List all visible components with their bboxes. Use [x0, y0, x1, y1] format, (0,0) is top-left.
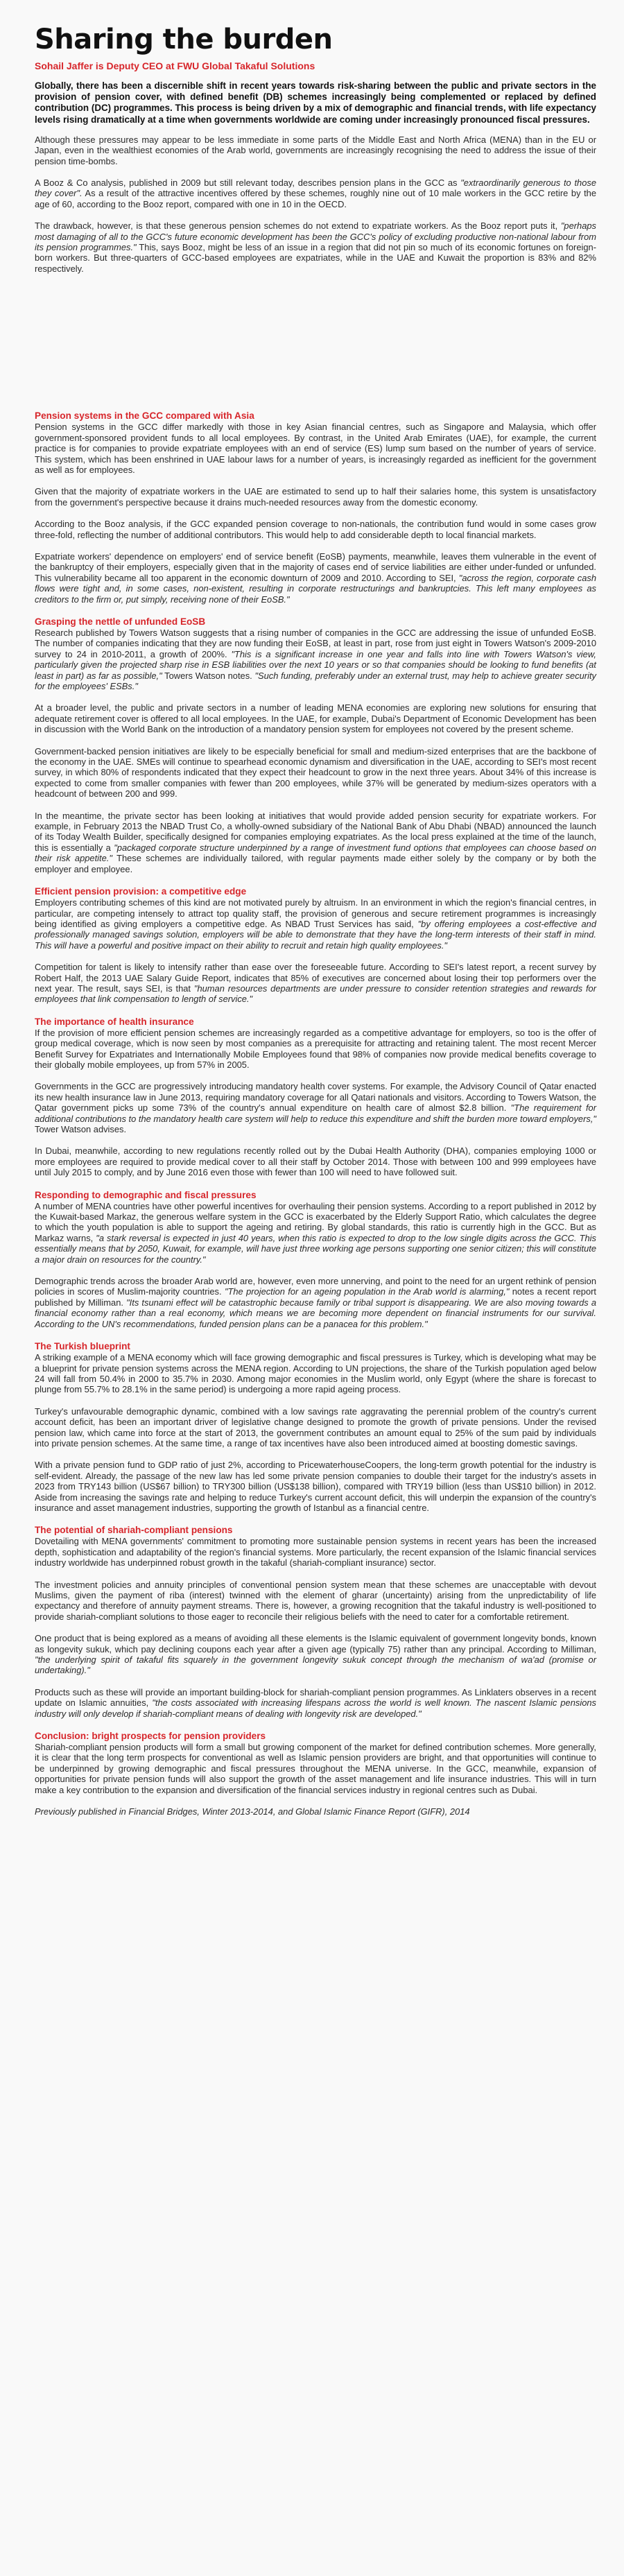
paragraph-quote: "packaged corporate structure underpinned by a range of investment fund options that employees can choose based on their risk appetite." [35, 842, 596, 864]
blank-spacer [35, 285, 596, 410]
section-heading: Responding to demographic and fiscal pressures [35, 1189, 257, 1200]
author-byline: Sohail Jaffer is Deputy CEO at FWU Global Takaful Solutions [35, 60, 315, 71]
section-heading: The importance of health insurance [35, 1016, 194, 1027]
paragraph-text: A striking example of a MENA economy which will face growing demographic and fiscal pressures is Turkey, which is developing what may be a blueprint for private pension systems across the MENA region. According to UN projections, the share of the Turkish population aged below 24 will fall from 50.4% in 2000 to 35.7% in 2030. Among major economies in the Muslim world, only Egypt (where the share is forecast to plunge from 55.7% to 28.1% in the same period) is undergoing a more rapid ageing process. [35, 1352, 596, 1395]
article-section [35, 1189, 596, 1329]
body-paragraph [35, 551, 596, 605]
article-section [35, 1524, 596, 1719]
paragraph-text: As a result of the attractive incentives offered by these schemes, roughly nine out of 10 male workers in the GCC retire by the age of 60, according to the Booz report, compared with one in 10 in the OECD. [35, 188, 596, 209]
body-paragraph [35, 486, 596, 508]
paragraph-quote: "the underlying spirit of takaful fits squarely in the government longevity sukuk concept through the mechanism of wa'ad (promise or undertaking)." [35, 1654, 596, 1676]
body-paragraph [35, 1201, 596, 1265]
paragraph-quote: "The projection for an ageing population in the Arab world is alarming," [224, 1286, 510, 1297]
paragraph-text: Shariah-compliant pension products will form a small but growing component of the market for defined contribution schemes. More generally, it is clear that the long term prospects for conventional as well as Islamic pension providers are bright, and that opportunities will continue to be underpinned by growing demographic and fiscal pressures throughout the MENA universe. In the GCC, meanwhile, expansion of opportunities for private pension funds will also support the growth of the asset management and life insurance industries. This will in turn make a key contribution to the expansion and diversification of the financial services industry in regional centres such as Dubai. [35, 1742, 596, 1795]
body-paragraph [35, 897, 596, 951]
paragraph-quote: "This is a significant increase in one year and falls into line with Towers Watson's view, particularly given the projected sharp rise in ESB liabilities over the next 10 years or so that companies should be looking to fund benefits (at least in part) as far as possible," [35, 648, 596, 681]
paragraph-quote: "by offering employees a cost-effective and professionally managed savings solution, employers will be able to demonstrate that they have the long-term interests of their staff in mind. This will have a powerful and positive impact on their ability to recruit and retain high quality employees." [35, 918, 596, 951]
article-title: Sharing the burden [35, 24, 333, 55]
body-paragraph [35, 422, 596, 475]
paragraph-text: Expatriate workers' dependence on employers' end of service benefit (EoSB) payments, meanwhile, leaves them vulnerable in the event of the bankruptcy of their employers, especially given that in the majority of cases end of service liabilities are either under-funded or unfunded. This vulnerability became all too apparent in the economic downturn of 2009 and 2010. According to SEI, [35, 551, 596, 583]
article-section [35, 1340, 596, 1513]
paragraph-quote: "human resources departments are under pressure to consider retention strategies and rewards for employees that link compensation to length of service." [35, 983, 596, 1005]
paragraph-text: These schemes are individually tailored, with regular payments made either solely by the company or by both the employer and employee. [35, 853, 596, 874]
article-lead: Globally, there has been a discernible shift in recent years towards risk-sharing between the public and private sectors in the provision of pension cover, with defined benefit (DB) schemes increasingly being complemented or replaced by defined contribution (DC) programmes. This process is being driven by a mix of demographic and financial trends, with life expectancy levels rising dramatically at a time when governments worldwide are coming under increasingly pronounced fiscal pressures. [35, 80, 596, 125]
paragraph-text: Pension systems in the GCC differ markedly with those in key Asian financial centres, such as Singapore and Malaysia, which offer government-sponsored provident funds to all local employees. By contrast, in the United Arab Emirates (UAE), for example, the current practice is for companies to provide expatriate employees with an end of service (ES) lump sum based on the number of years of service. This system, which has been enshrined in UAE labour laws for a number of years, is increasingly regarded as inefficient for the government as well as for employees. [35, 422, 596, 475]
paragraph-text: Employers contributing schemes of this kind are not motivated purely by altruism. In an environment in which the region's financial centres, in particular, are competing intensely to attract top quality staff, the provision of generous and secure retirement programmes is increasingly being identified as giving employers a competitive edge. As NBAD Trust Services has said, [35, 897, 596, 929]
paragraph-text: Although these pressures may appear to be less immediate in some parts of the Middle East and North Africa (MENA) than in the EU or Japan, even in the wealthiest economies of the Arab world, governments are increasingly recognising the need to address the issue of their pension time-bombs. [35, 134, 596, 166]
section-heading: Pension systems in the GCC compared with Asia [35, 410, 254, 422]
article-section [35, 616, 596, 874]
paragraph-text: In Dubai, meanwhile, according to new regulations recently rolled out by the Dubai Health Authority (DHA), companies employing 1000 or more employees are required to provide medical cover to all their staff by October 2014. Those with between 100 and 999 employees have until July 2015 to comply, and by June 2016 even those with fewer than 100 will need to have followed suit. [35, 1146, 596, 1178]
paragraph-text: According to the Booz analysis, if the GCC expanded pension coverage to non-nationals, the contribution fund would in some cases grow three-fold, reflecting the number of additional contributors. This would help to add considerable depth to local financial markets. [35, 519, 596, 540]
section-heading: The potential of shariah-compliant pensions [35, 1525, 233, 1536]
paragraph-text: Dovetailing with MENA governments' commitment to promoting more sustainable pension systems in recent years has been the increased depth, sophistication and adaptability of the region's financial systems. More particularly, the recent expansion of the Islamic financial services industry worldwide has underpinned robust growth in the takaful (shariah-compliant insurance) sector. [35, 1536, 596, 1568]
paragraph-text: One product that is being explored as a means of avoiding all these elements is the Islamic equivalent of government longevity bonds, known as longevity sukuk, which pay declining coupons each year after a given age (typically 75) rather than any principal. According to Milliman, [35, 1633, 596, 1654]
body-paragraph [35, 962, 596, 1005]
paragraph-text: With a private pension fund to GDP ratio of just 2%, according to PricewaterhouseCoopers, the long-term growth potential for the industry is self-evident. Already, the passage of the new law has led some private pension companies to double their target for the industry's assets in 2023 from TRY143 billion (US$67 billion) to TRY300 billion (US$138 billion), compared with TRY19 billion (less than US$10 billion) in 2012. Aside from increasing the savings rate and helping to reduce Turkey's current account deficit, this will underpin the expansion of the country's insurance and asset management industries, supporting the growth of Istanbul as a financial centre. [35, 1460, 596, 1513]
paragraph-quote: "extraordinarily generous to those they cover". [35, 178, 596, 199]
paragraph-text: At a broader level, the public and private sectors in a number of leading MENA economies are exploring new solutions for ensuring that adequate retirement cover is offered to all local employees. In the UAE, for example, Dubai's Department of Economic Development has been in discussion with the World Bank on the introduction of a mandatory pension system for employees not covered by the present scheme. [35, 702, 596, 735]
paragraph-text: This, says Booz, might be less of an issue in a region that did not pin so much of its economic fortunes on foreign-born workers. But three-quarters of GCC-based employees are expatriates, while in the UAE and Kuwait the proportion is 83% and 82% respectively. [35, 242, 596, 274]
body-paragraph [35, 178, 596, 209]
paragraph-text: Products such as these will provide an important building-block for shariah-compliant pension programmes. As Linklaters observes in a recent update on Islamic annuities, [35, 1686, 596, 1709]
section-heading: Conclusion: bright prospects for pension providers [35, 1731, 266, 1742]
body-paragraph [35, 1276, 596, 1329]
paragraph-quote: "Such funding, preferably under an external trust, may help to achieve greater security for the employees' ESBs." [35, 670, 596, 691]
paragraph-text: A number of MENA countries have other powerful incentives for overhauling their pension systems. According to a report published in 2012 by the Kuwait-based Markaz, the generous welfare system in the GCC is exacerbated by the Elderly Support Ratio, which calculates the degree to which the youth population is able to support the ageing and retiring. By global standards, this ratio is currently high in the GCC. But as Markaz warns, [35, 1200, 596, 1243]
body-paragraph [35, 1742, 596, 1795]
paragraph-text: A Booz & Co analysis, published in 2009 but still relevant today, describes pension plans in the GCC as [35, 178, 461, 189]
body-paragraph [35, 702, 596, 734]
body-paragraph [35, 1460, 596, 1513]
section-heading: Grasping the nettle of unfunded EoSB [35, 616, 206, 627]
paragraph-quote: "the costs associated with increasing lifespans across the world is well known. The nascent Islamic pensions industry will only develop if shariah-compliant means of dealing with longevity risk are developed." [35, 1697, 596, 1719]
article-section [35, 1730, 596, 1795]
body-paragraph [35, 746, 596, 799]
section-heading: Efficient pension provision: a competitive edge [35, 886, 247, 897]
body-paragraph [35, 1536, 596, 1568]
body-paragraph [35, 135, 596, 166]
paragraph-text: The drawback, however, is that these generous pension schemes do not extend to expatriate workers. As the Booz report puts it, [35, 221, 561, 232]
article-section [35, 410, 596, 605]
paragraph-text: In the meantime, the private sector has been looking at initiatives that would provide added pension security for expatriate workers. For example, in February 2013 the NBAD Trust Co, a wholly-owned subsidiary of the National Bank of Abu Dhabi (NBAD) announced the launch of its Today Wealth Builder, specifically designed for companies employing expatriates. As the local press explained at the time of the launch, this is essentially a [35, 810, 596, 853]
paragraph-text: Competition for talent is likely to intensify rather than ease over the foreseeable future. According to SEI's latest report, a recent survey by Robert Half, the 2013 UAE Salary Guide Report, indicates that 85% of executives are concerned about losing their top performers over the next year. The result, says SEI, is that [35, 962, 596, 994]
paragraph-text: Turkey's unfavourable demographic dynamic, combined with a low savings rate aggravating the perennial problem of the country's current account deficit, has been an important driver of legislative change designed to promote the growth of private pensions. Under the revised pension law, which came into force at the start of 2013, the government contributes an amount equal to 25% of the sum paid by individuals into private pension schemes. At the same time, a range of tax incentives have also been introduced aimed at boosting domestic savings. [35, 1406, 596, 1449]
article-intro [35, 135, 596, 274]
body-paragraph [35, 1406, 596, 1449]
paragraph-quote: "Its tsunami effect will be catastrophic because family or tribal support is disappearing. We are also moving towards a financial economy rather than a real economy, which means we are becoming more dependent on financial instruments for our survival. According to the UN's recommendations, funded pension plans can be a panacea for this problem." [35, 1297, 596, 1329]
body-paragraph [35, 628, 596, 691]
body-paragraph [35, 1146, 596, 1177]
paragraph-text: Tower Watson advises. [35, 1124, 127, 1134]
paragraph-text: Towers Watson notes. [162, 670, 255, 681]
paragraph-quote: "The requirement for additional contributions to the mandatory health care system will help to reduce this expenditure and shift the burden more toward employers," [35, 1103, 596, 1124]
paragraph-quote: "across the region, corporate cash flows were tight and, in some cases, non-existent, resulting in corporate restructurings and bankruptcies. This left many employees as creditors to the firm or, put simply, receiving none of their EoSB." [35, 572, 597, 605]
paragraph-text: Research published by Towers Watson suggests that a rising number of companies in the GCC are addressing the issue of unfunded EoSB. The number of companies indicating that they are now funding their EoSB, at least in part, rose from just eight in Towers Watson's 2009-2010 survey to 24 in 2010-2011, a growth of 200%. [35, 627, 596, 659]
paragraph-quote: "perhaps most damaging of all to the GCC's future economic development has been the GCC's policy of excluding productive non-national labour from its pension programmes." [35, 221, 596, 253]
paragraph-text: The investment policies and annuity principles of conventional pension system mean that these schemes are unacceptable with devout Muslims, given the payment of riba (interest) twinned with the element of gharar (uncertainty) arising from the unpredictability of life expectancy and therefore of annuity payment streams. There is, however, a growing recognition that the takaful industry is well-positioned to provide shariah-compliant solutions to those eager to reconcile their religious beliefs with the need to cater for a comfortable retirement. [35, 1579, 596, 1622]
paragraph-text: If the provision of more efficient pension schemes are increasingly regarded as a competitive advantage for employers, so too is the offer of group medical coverage, which is now seen by most companies as a prerequisite for attracting and retaining talent. The most recent Mercer Benefit Survey for Expatriates and Internationally Mobile Employees found that 98% of companies now provide medical benefits coverage to their globally mobile employees, up from 57% in 2005. [35, 1027, 596, 1070]
body-paragraph [35, 1081, 596, 1134]
section-heading: The Turkish blueprint [35, 1341, 130, 1352]
body-paragraph [35, 1580, 596, 1623]
publication-note: Previously published in Financial Bridges, Winter 2013-2014, and Global Islamic Finance Report (GIFR), 2014 [35, 1806, 470, 1817]
paragraph-text: Governments in the GCC are progressively introducing mandatory health cover systems. For example, the Advisory Council of Qatar enacted its new health insurance law in June 2013, requiring mandatory coverage for all Qatari nationals and visitors. According to Towers Watson, the Qatar government picks up some 73% of the country's annual expenditure on health care of almost $2.8 billion. [35, 1081, 596, 1114]
paragraph-text: Government-backed pension initiatives are likely to be especially beneficial for small and medium-sized enterprises that are the backbone of the economy in the UAE. SMEs will continue to spearhead economic dynamism and diversification in the UAE, according to SEI's most recent survey, in which 80% of respondents indicated that they expect their headcount to grow in the next three years. About 34% of this increase is expected to come from smaller companies with fewer than 200 employees, while 37% will be generated by medium-sizes operators with a headcount of between 200 and 999. [35, 745, 596, 799]
paragraph-text: Given that the majority of expatriate workers in the UAE are estimated to send up to half their salaries home, this system is unsatisfactory from the government's perspective because it drains much-needed resources away from the domestic economy. [35, 486, 596, 508]
body-paragraph [35, 1687, 596, 1719]
paragraph-text: Demographic trends across the broader Arab world are, however, even more unnerving, and point to the need for an urgent rethink of pension policies in scores of Muslim-majority countries. [35, 1276, 596, 1297]
body-paragraph [35, 1028, 596, 1071]
body-paragraph [35, 811, 596, 874]
article-sections [35, 410, 596, 1795]
body-paragraph [35, 1352, 596, 1395]
paragraph-quote: "a stark reversal is expected in just 40 years, when this ratio is expected to drop to the low single digits across the GCC. This essentially means that by 2050, Kuwait, for example, will have just three working age persons supporting one senior citizen; this will constitute a major drain on resources for the country." [35, 1232, 596, 1265]
body-paragraph [35, 519, 596, 540]
paragraph-text: notes a recent report published by Milliman. [35, 1286, 596, 1308]
body-paragraph [35, 1633, 596, 1676]
body-paragraph [35, 221, 596, 274]
article-section [35, 1016, 596, 1178]
article-section [35, 885, 596, 1005]
